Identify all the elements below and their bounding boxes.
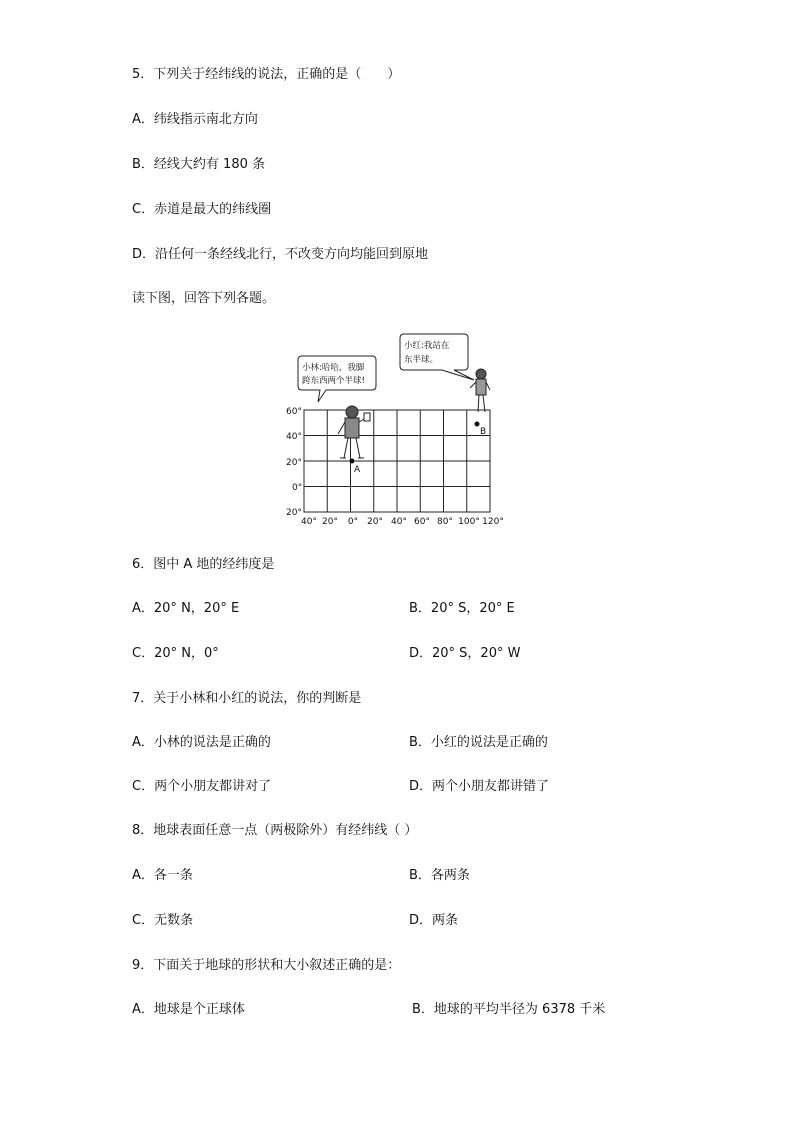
q6-option-d: D．20° S，20° W [409, 646, 521, 661]
lat-lon-grid [304, 410, 490, 512]
lat-label: 20° [286, 508, 302, 518]
q5-option-d: D．沿任何一条经线北行，不改变方向均能回到原地 [132, 247, 429, 262]
q6-stem: 6．图中 A 地的经纬度是 [132, 557, 275, 572]
q7-option-a: A．小林的说法是正确的 [132, 735, 271, 750]
lon-label: 40° [391, 517, 407, 527]
q6-option-c: C．20° N，0° [132, 646, 219, 661]
lon-label: 0° [347, 517, 359, 527]
lat-lon-figure [282, 330, 512, 530]
point-b-marker [475, 422, 480, 427]
q5-option-b: B．经线大约有 180 条 [132, 157, 265, 172]
q8-option-b: B．各两条 [409, 868, 470, 883]
q7-option-b: B．小红的说法是正确的 [409, 735, 548, 750]
lon-label: 80° [437, 517, 453, 527]
lon-label: 40° [301, 517, 317, 527]
q8-option-d: D．两条 [409, 913, 459, 928]
boy-lin-figure [338, 406, 370, 458]
point-b-label: B [480, 427, 487, 437]
q5-stem: 5．下列关于经纬线的说法，正确的是（ ） [132, 67, 401, 82]
q7-stem: 7．关于小林和小红的说法，你的判断是 [132, 691, 362, 706]
q6-option-b: B．20° S，20° E [409, 601, 515, 616]
lat-label: 40° [286, 432, 302, 442]
q9-stem: 9．下面关于地球的形状和大小叙述正确的是： [132, 958, 401, 973]
figure-intro: 读下图，回答下列各题。 [132, 291, 276, 306]
speech-bubble-hong [400, 334, 474, 380]
q7-option-d: D．两个小朋友都讲错了 [409, 779, 550, 794]
lat-label: 20° [286, 458, 302, 468]
lat-label: 0° [292, 483, 303, 493]
q6-option-a: A．20° N，20° E [132, 601, 240, 616]
bubble-lin-line-1: 小林:哈哈，我脚 [302, 363, 365, 373]
lon-label: 120° [482, 517, 504, 527]
q8-option-c: C．无数条 [132, 913, 194, 928]
bubble-hong-line-1: 小红:我站在 [404, 341, 450, 351]
q5-option-a: A．纬线指示南北方向 [132, 112, 258, 127]
bubble-lin-line-2: 跨东西两个半球! [302, 376, 365, 386]
q8-stem: 8．地球表面任意一点（两极除外）有经纬线（ ） [132, 823, 418, 838]
q9-option-a: A．地球是个正球体 [132, 1002, 245, 1017]
lon-label: 20° [322, 517, 338, 527]
grid-figure-svg [282, 330, 512, 530]
q9-option-b: B．地球的平均半径为 6378 千米 [412, 1002, 606, 1017]
bubble-hong-line-2: 东半球。 [404, 355, 439, 365]
q7-option-c: C．两个小朋友都讲对了 [132, 779, 272, 794]
girl-hong-figure [470, 369, 490, 412]
lon-label: 60° [414, 517, 430, 527]
lat-label: 60° [286, 407, 302, 417]
q8-option-a: A．各一条 [132, 868, 193, 883]
lon-label: 100° [458, 517, 480, 527]
lon-label: 20° [367, 517, 383, 527]
point-a-label: A [354, 465, 361, 475]
speech-bubble-lin [298, 356, 376, 402]
q5-option-c: C．赤道是最大的纬线圈 [132, 202, 272, 217]
point-a-marker [350, 459, 355, 464]
